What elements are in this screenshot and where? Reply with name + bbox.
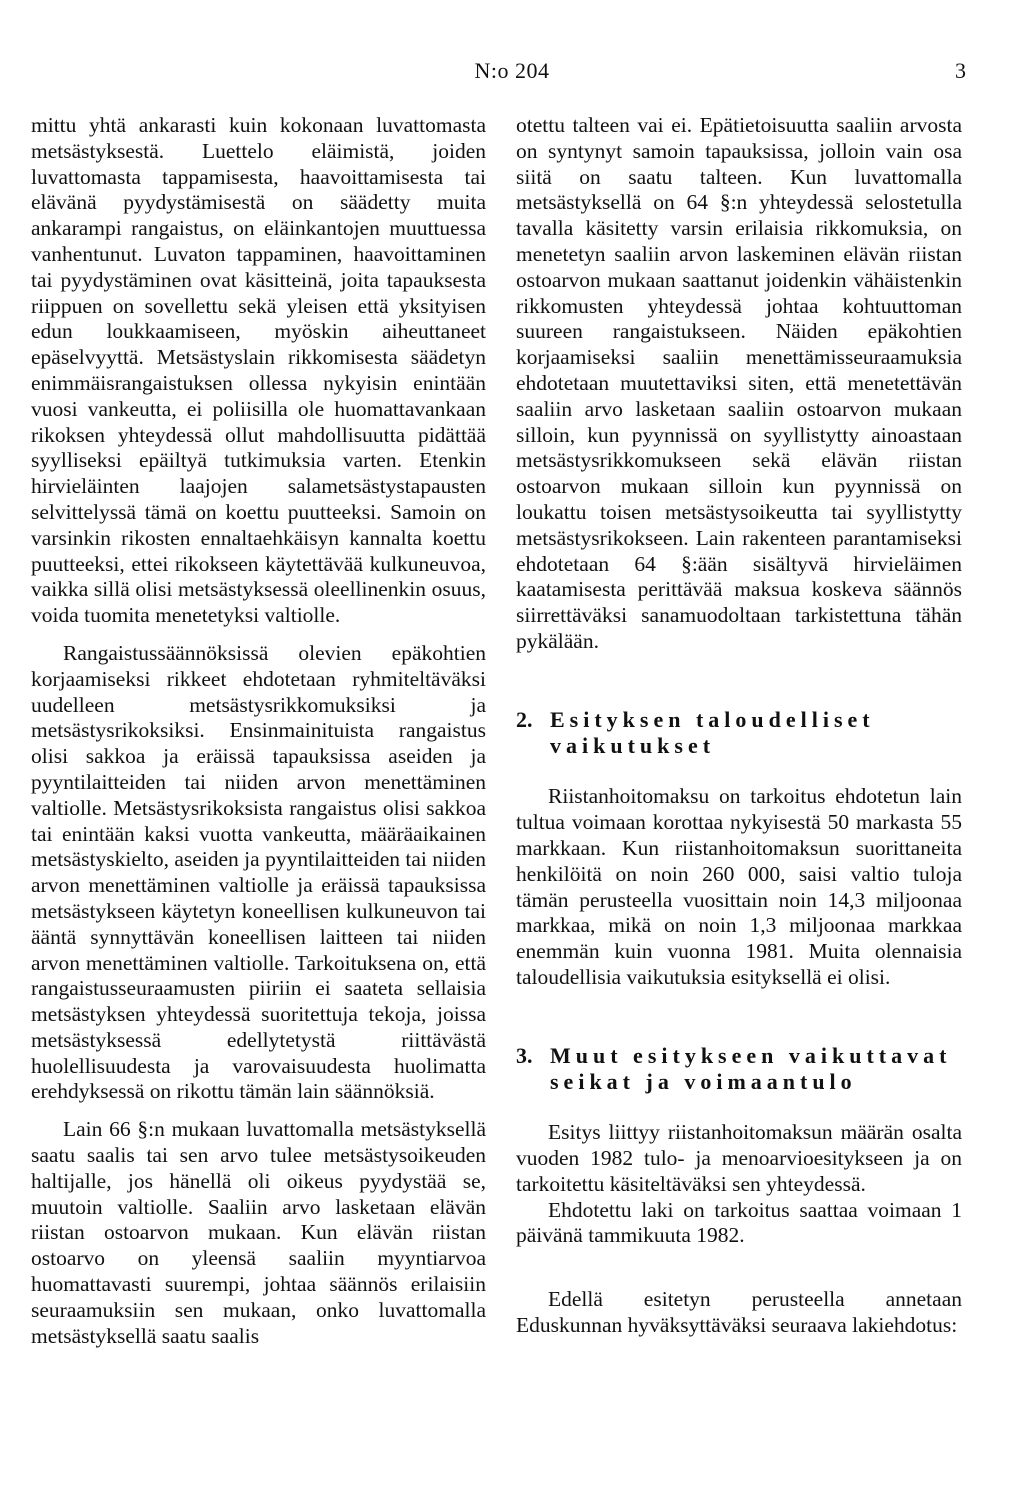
section-3-paragraph-1: Esitys liittyy riistanhoitomaksun määrän osalta vuoden 1982 tulo- ja menoarvioesitykseen ja on tarkoitettu käsiteltäväksi sen yhteydessä.: [516, 1120, 962, 1196]
section-2-paragraph: Riistanhoitomaksu on tarkoitus ehdotetun lain tultua voimaan korottaa nykyisestä 50 markasta 55 markkaan. Kun riistanhoitomaksun suorittaneita henkilöitä on noin 260 000, saisi valtio tuloja tämän perusteella vuosittain noin 14,3 miljoonaa markkaa, mikä on noin 1,3 miljoonaa markkaa enemmän kuin vuonna 1981. Muita olennaisia taloudellisia vaikutuksia esityksellä ei olisi.: [516, 784, 962, 989]
left-paragraph-2: Rangaistussäännöksissä olevien epäkohtien korjaamiseksi rikkeet ehdotetaan ryhmiteltäväksi uudelleen metsästysrikkomuksiksi ja metsästysrikoksiksi. Ensinmainituista rangaistus olisi sakkoa ja eräissä tapauksissa aseiden ja pyyntilaitteiden tai niiden arvon menettäminen valtiolle. Metsästysrikoksista rangaistus olisi sakkoa tai enintään kaksi vuotta vankeutta, määräaikainen metsästyskielto, aseiden ja pyyntilaitteiden tai niiden arvon menettäminen valtiolle ja eräissä tapauksissa metsästykseen käytetyn koneellisen kulkuneuvon tai ääntä synnyttävän koneellisen laitteen tai niiden arvon menettäminen valtiolle. Tarkoituksena on, että rangaistusseuraamusten piiriin ei saateta sellaisia metsästyksen yhteydessä suoritettuja tekoja, joissa metsästyksessä edellytetystä riittävästä huolellisuudesta ja varovaisuudesta huolimatta erehdyksessä on rikottu tämän lain säännöksiä.: [31, 640, 486, 1104]
section-2-number: 2.: [516, 706, 533, 732]
section-2-title: Esityksen taloudelliset vaikutukset: [550, 706, 875, 758]
section-3-paragraph-2: Ehdotettu laki on tarkoitus saattaa voimaan 1 päivänä tammikuuta 1982.: [516, 1197, 962, 1248]
section-3-heading: [516, 1043, 962, 1095]
left-paragraph-1: mittu yhtä ankarasti kuin kokonaan luvattomasta metsästyksestä. Luettelo eläimistä, joiden luvattomasta tappamisesta, haavoittamisesta tai elävänä pyydystämisestä on säädetty muita ankarampi rangaistus, on eläinkantojen muuttuessa vanhentunut. Luvaton tappaminen, haavoittaminen tai pyydystäminen ovat käsitteinä, joita tapauksesta riippuen on sovellettu sekä yleisen että yksityisen edun loukkaamiseen, myöskin aiheuttaneet epäselvyyttä. Metsästyslain rikkomisesta säädetyn enimmäisrangaistuksen ollessa nykyisin enintään vuosi vankeutta, ei poliisilla ole huomattavankaan rikoksen yhteydessä ollut mahdollisuutta pidättää syylliseksi epäiltyä tutkimuksia varten. Etenkin hirvieläinten laajojen salametsästystapausten selvittelyssä tämä on koettu puutteeksi. Samoin on varsinkin rikosten ennaltaehkäisyn kannalta koettu puutteeksi, ettei rikokseen käytettävää kulkuneuvoa, vaikka sillä olisi metsästyksessä oleellinenkin osuus, voida tuomita menetetyksi valtiolle.: [31, 113, 486, 628]
right-column: [516, 113, 962, 1339]
left-column: [31, 113, 486, 1349]
document-number: N:o 204: [474, 58, 550, 83]
section-2-heading: [516, 707, 962, 759]
page-number: 3: [955, 58, 966, 83]
right-paragraph-1: otettu talteen vai ei. Epätietoisuutta saaliin arvosta on syntynyt samoin tapauksissa, jolloin vain osa siitä on saatu talteen. Kun luvattomalla metsästyksellä on 64 §:n yhteydessä selostetulla tavalla käsitetty varsin erilaisia rikkomuksia, on menetetyn saaliin arvon laskeminen elävän riistan ostoarvon mukaan saattanut joidenkin vähäistenkin rikkomusten yhteydessä johtaa kohtuuttoman suureen rangaistukseen. Näiden epäkohtien korjaamiseksi saaliin menettämisseuraamuksia ehdotetaan muutettaviksi siten, että menetettävän saaliin arvo lasketaan saaliin ostoarvon mukaan silloin, kun pyynnissä on syyllistytty ainoastaan metsästysrikkomukseen sekä elävän riistan ostoarvon mukaan silloin kun pyynnissä on loukattu toisen metsästysoikeutta tai syyllistytty metsästysrikokseen. Lain rakenteen parantamiseksi ehdotetaan 64 §:ään sisältyvä hirvieläimen kaatamisesta perittävää maksua koskeva säännös siirrettäväksi sanamuodoltaan tarkistettuna tähän pykälään.: [516, 113, 962, 653]
section-3-paragraph-3: Edellä esitetyn perusteella annetaan Eduskunnan hyväksyttäväksi seuraava lakiehdotus:: [516, 1287, 962, 1338]
section-3-title: Muut esitykseen vaikuttavat seikat ja voimaantulo: [550, 1042, 952, 1094]
left-paragraph-3: Lain 66 §:n mukaan luvattomalla metsästyksellä saatu saalis tai sen arvo tulee metsästysoikeuden haltijalle, jos hänellä oli oikeus pyydystää se, muutoin valtiolle. Saaliin arvo lasketaan elävän riistan ostoarvon mukaan. Kun elävän riistan ostoarvo on yleensä saaliin myyntiarvoa huomattavasti suurempi, johtaa säännös erilaisiin seuraamuksiin sen mukaan, onko luvattomalla metsästyksellä saatu saalis: [31, 1117, 486, 1348]
section-3-number: 3.: [516, 1042, 533, 1068]
